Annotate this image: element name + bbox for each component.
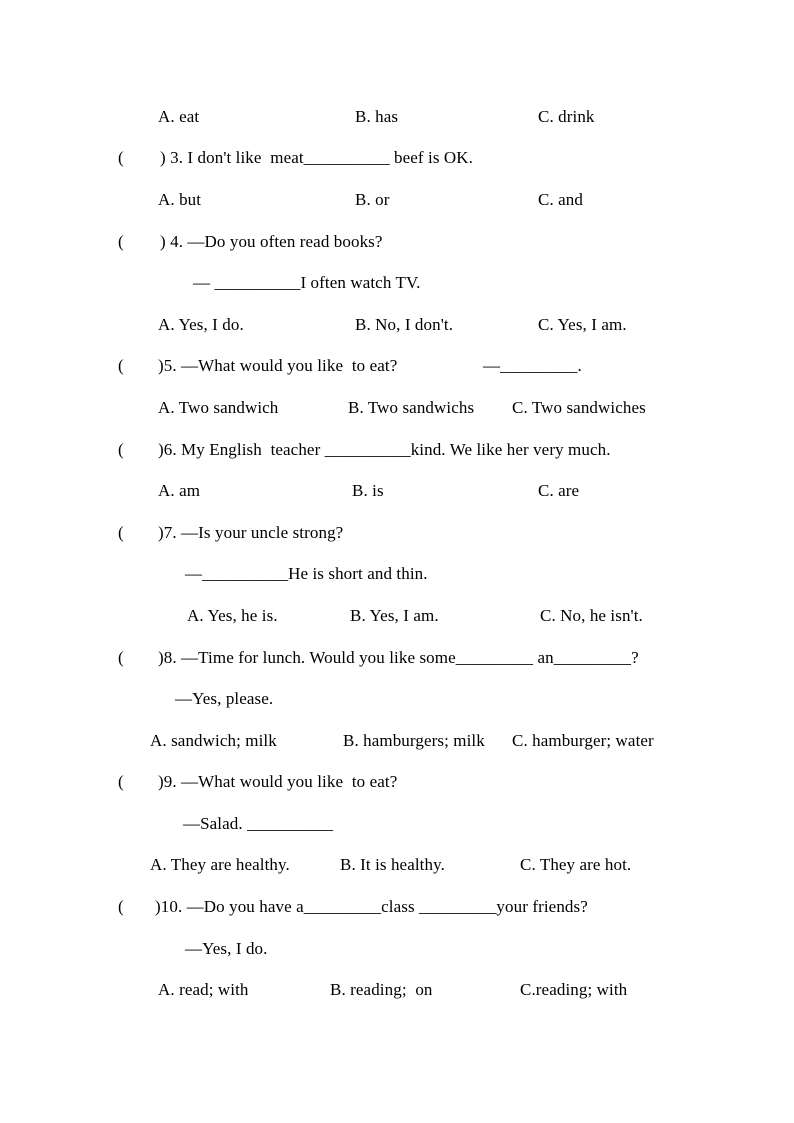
q3-stem: [0, 138, 794, 180]
q8-options-seg-0: A. sandwich; milk: [150, 730, 277, 750]
q10-reply-seg-0: —Yes, I do.: [185, 938, 268, 958]
q9-reply: [0, 803, 794, 845]
q8-stem-seg-0: (: [118, 647, 124, 667]
q5-options-seg-2: C. Two sandwiches: [512, 397, 646, 417]
q5-options-seg-0: A. Two sandwich: [158, 397, 279, 417]
q7-options-seg-1: B. Yes, I am.: [350, 605, 439, 625]
q10-reply: [0, 928, 794, 970]
q6-options-seg-1: B. is: [352, 481, 384, 501]
q5-stem: [0, 346, 794, 388]
q2-options-seg-0: A. eat: [158, 106, 200, 126]
q3-options: [0, 179, 794, 221]
q8-stem-seg-1: )8. —Time for lunch. Would you like some_________ an_________?: [158, 647, 639, 667]
q4-reply: [0, 262, 794, 304]
q5-options: [0, 387, 794, 429]
q9-options-seg-2: C. They are hot.: [520, 855, 632, 875]
q5-stem-seg-0: (: [118, 356, 124, 376]
q4-stem-seg-1: ) 4. —Do you often read books?: [160, 231, 383, 251]
q9-options-seg-1: B. It is healthy.: [340, 855, 445, 875]
q7-stem-seg-1: )7. —Is your uncle strong?: [158, 522, 344, 542]
q3-options-seg-1: B. or: [355, 189, 390, 209]
q8-reply: [0, 678, 794, 720]
q4-options-seg-0: A. Yes, I do.: [158, 314, 244, 334]
q7-options: [0, 595, 794, 637]
question-list: [0, 96, 794, 1011]
q9-stem: [0, 762, 794, 804]
q9-options-seg-0: A. They are healthy.: [150, 855, 290, 875]
q2-options-seg-2: C. drink: [538, 106, 595, 126]
q3-options-seg-0: A. but: [158, 189, 202, 209]
q3-stem-seg-1: ) 3. I don't like meat__________ beef is OK.: [160, 148, 474, 168]
q9-reply-seg-0: —Salad. __________: [183, 813, 334, 833]
q7-stem-seg-0: (: [118, 522, 124, 542]
q2-options-seg-1: B. has: [355, 106, 399, 126]
q6-stem-seg-1: )6. My English teacher __________kind. We like her very much.: [158, 439, 611, 459]
q4-stem: [0, 221, 794, 263]
q10-options-seg-2: C.reading; with: [520, 980, 628, 1000]
q8-options-seg-2: C. hamburger; water: [512, 730, 654, 750]
q8-options: [0, 720, 794, 762]
q7-options-seg-0: A. Yes, he is.: [187, 605, 278, 625]
q9-stem-seg-1: )9. —What would you like to eat?: [158, 772, 398, 792]
q4-reply-seg-0: — __________I often watch TV.: [193, 273, 421, 293]
q5-options-seg-1: B. Two sandwichs: [348, 397, 475, 417]
q4-stem-seg-0: (: [118, 231, 124, 251]
q2-options: [0, 96, 794, 138]
q10-options: [0, 969, 794, 1011]
q8-stem: [0, 637, 794, 679]
q10-stem: [0, 886, 794, 928]
q6-options-seg-0: A. am: [158, 481, 201, 501]
q9-options: [0, 845, 794, 887]
q8-options-seg-1: B. hamburgers; milk: [343, 730, 485, 750]
q7-reply-seg-0: —__________He is short and thin.: [185, 564, 428, 584]
q7-stem: [0, 512, 794, 554]
q10-stem-seg-1: )10. —Do you have a_________class _________your friends?: [155, 897, 588, 917]
q6-options-seg-2: C. are: [538, 481, 580, 501]
q6-stem-seg-0: (: [118, 439, 124, 459]
q7-reply: [0, 554, 794, 596]
q4-options-seg-2: C. Yes, I am.: [538, 314, 627, 334]
q6-stem: [0, 429, 794, 471]
q5-stem-seg-2: —_________.: [483, 356, 582, 376]
q4-options-seg-1: B. No, I don't.: [355, 314, 454, 334]
q7-options-seg-2: C. No, he isn't.: [540, 605, 643, 625]
q9-stem-seg-0: (: [118, 772, 124, 792]
q4-options: [0, 304, 794, 346]
q6-options: [0, 470, 794, 512]
q3-options-seg-2: C. and: [538, 189, 583, 209]
q5-stem-seg-1: )5. —What would you like to eat?: [158, 356, 398, 376]
q10-options-seg-0: A. read; with: [158, 980, 249, 1000]
q10-stem-seg-0: (: [118, 897, 124, 917]
q3-stem-seg-0: (: [118, 148, 124, 168]
q10-options-seg-1: B. reading; on: [330, 980, 433, 1000]
q8-reply-seg-0: —Yes, please.: [175, 689, 274, 709]
